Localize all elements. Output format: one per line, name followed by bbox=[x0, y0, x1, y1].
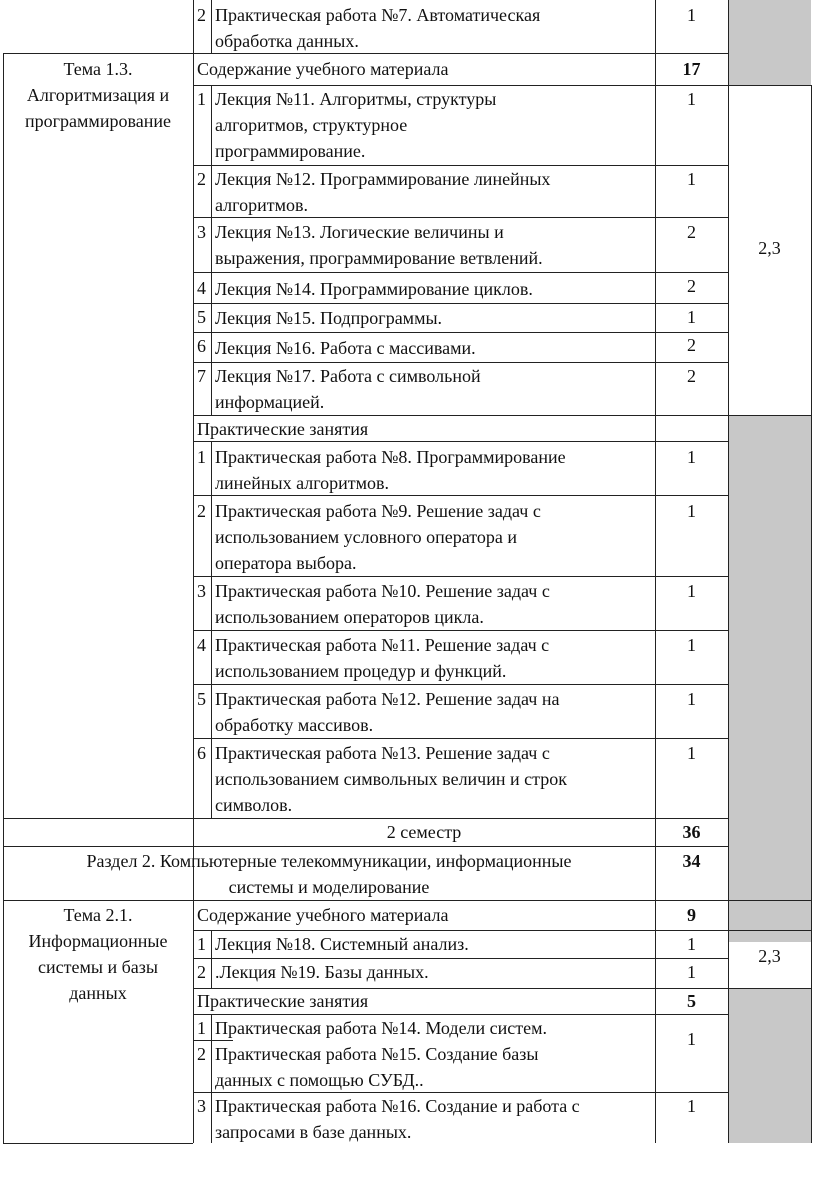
hours-cell: 1 bbox=[687, 1029, 696, 1049]
hours-cell: 2 bbox=[687, 335, 696, 355]
shaded-cell bbox=[728, 415, 811, 942]
level-cell: 2,3 bbox=[758, 946, 781, 966]
row-text: Лекция №16. Работа с массивами. bbox=[215, 338, 476, 358]
row-text: Практическая работа №14. Модели систем. bbox=[215, 1018, 548, 1038]
row-text: Практическая работа №16. Создание и работа с bbox=[215, 1096, 580, 1116]
row-number: 6 bbox=[197, 743, 206, 763]
row-text: символов. bbox=[215, 795, 293, 815]
hours-cell: 1 bbox=[687, 934, 696, 954]
topic-title: Информационные bbox=[28, 931, 168, 951]
hours-cell: 1 bbox=[687, 689, 696, 709]
topic-title: Тема 2.1. bbox=[63, 905, 133, 925]
section-heading: Практические занятия bbox=[197, 419, 369, 439]
hours-cell: 5 bbox=[687, 991, 696, 1011]
hours-cell: 1 bbox=[687, 1096, 696, 1116]
section-title: Раздел 2. Компьютерные телекоммуникации, информационные bbox=[86, 851, 572, 871]
row-text: .Лекция №19. Базы данных. bbox=[215, 962, 429, 982]
row-text: выражения, программирование ветвлений. bbox=[215, 248, 543, 268]
row-number: 2 bbox=[197, 1044, 206, 1064]
row-number: 4 bbox=[197, 635, 206, 655]
row-number: 1 bbox=[197, 447, 206, 467]
row-text: Практическая работа №12. Решение задач на bbox=[215, 689, 560, 709]
hours-cell: 1 bbox=[687, 5, 696, 25]
row-text: Лекция №18. Системный анализ. bbox=[215, 934, 469, 954]
hours-cell: 1 bbox=[687, 169, 696, 189]
hours-cell: 9 bbox=[687, 905, 696, 925]
content-heading: Содержание учебного материала bbox=[197, 59, 449, 79]
row-text: Практическая работа №8. Программирование bbox=[215, 447, 566, 467]
row-text: Лекция №11. Алгоритмы, структуры bbox=[215, 89, 497, 109]
row-number: 2 bbox=[197, 501, 206, 521]
row-text: оператора выбора. bbox=[215, 553, 357, 573]
row-text: Практическая работа №7. Автоматическая bbox=[215, 5, 541, 25]
semester-label: 2 семестр bbox=[386, 822, 462, 842]
hours-cell: 1 bbox=[687, 962, 696, 982]
row-number: 2 bbox=[197, 5, 206, 25]
row-text: использованием символьных величин и строк bbox=[215, 769, 567, 789]
row-text: использованием условного оператора и bbox=[215, 527, 518, 547]
hours-cell: 2 bbox=[687, 366, 696, 386]
row-text: обработка данных. bbox=[215, 31, 359, 51]
level-cell: 2,3 bbox=[758, 238, 781, 258]
hours-cell: 2 bbox=[687, 276, 696, 296]
row-number: 1 bbox=[197, 934, 206, 954]
row-text: информацией. bbox=[215, 392, 325, 412]
topic-title: Тема 1.3. bbox=[63, 59, 133, 79]
row-text: Лекция №14. Программирование циклов. bbox=[215, 279, 533, 299]
row-number: 1 bbox=[197, 1018, 206, 1038]
shaded-cell bbox=[728, 0, 811, 85]
row-number: 5 bbox=[197, 689, 206, 709]
row-text: Лекция №13. Логические величины и bbox=[215, 222, 504, 242]
row-text: использованием операторов цикла. bbox=[215, 607, 484, 627]
row-number: 3 bbox=[197, 1096, 206, 1116]
row-text: Практическая работа №13. Решение задач с bbox=[215, 743, 550, 763]
row-text: данных с помощью СУБД.. bbox=[215, 1070, 424, 1090]
row-number: 1 bbox=[197, 89, 206, 109]
hours-cell: 1 bbox=[687, 635, 696, 655]
row-number: 4 bbox=[197, 278, 206, 298]
hours-cell: 1 bbox=[687, 89, 696, 109]
row-text: использованием процедур и функций. bbox=[215, 661, 507, 681]
row-text: Практическая работа №10. Решение задач с bbox=[215, 581, 550, 601]
row-number: 7 bbox=[197, 366, 206, 386]
topic-title: данных bbox=[69, 983, 127, 1003]
hours-cell: 1 bbox=[687, 501, 696, 521]
row-number: 3 bbox=[197, 222, 206, 242]
row-text: Лекция №17. Работа с символьной bbox=[215, 366, 481, 386]
row-text: программирование. bbox=[215, 141, 366, 161]
row-text: обработку массивов. bbox=[215, 715, 374, 735]
content-heading: Содержание учебного материала bbox=[197, 905, 449, 925]
section-heading: Практические занятия bbox=[197, 991, 369, 1011]
row-text: линейных алгоритмов. bbox=[215, 473, 390, 493]
shaded-cell bbox=[728, 988, 811, 1143]
row-number: 3 bbox=[197, 581, 206, 601]
hours-cell: 1 bbox=[687, 307, 696, 327]
row-number: 2 bbox=[197, 962, 206, 982]
hours-cell: 36 bbox=[682, 822, 701, 842]
section-title: системы и моделирование bbox=[228, 877, 430, 897]
row-text: Лекция №12. Программирование линейных bbox=[215, 169, 551, 189]
hours-cell: 34 bbox=[682, 851, 701, 871]
row-text: Лекция №15. Подпрограммы. bbox=[215, 308, 443, 328]
row-number: 6 bbox=[197, 336, 206, 356]
row-number: 5 bbox=[197, 307, 206, 327]
hours-cell: 1 bbox=[687, 581, 696, 601]
row-text: запросами в базе данных. bbox=[215, 1122, 412, 1142]
hours-cell: 1 bbox=[687, 743, 696, 763]
topic-title: Алгоритмизация и bbox=[26, 85, 170, 105]
row-text: Практическая работа №15. Создание базы bbox=[215, 1044, 539, 1064]
topic-title: программирование bbox=[25, 111, 171, 131]
row-text: Практическая работа №11. Решение задач с bbox=[215, 635, 550, 655]
row-number: 2 bbox=[197, 169, 206, 189]
hours-cell: 2 bbox=[687, 222, 696, 242]
row-text: алгоритмов, структурное bbox=[215, 115, 408, 135]
hours-cell: 17 bbox=[682, 59, 701, 79]
row-text: алгоритмов. bbox=[215, 195, 308, 215]
row-text: Практическая работа №9. Решение задач с bbox=[215, 501, 541, 521]
hours-cell: 1 bbox=[687, 447, 696, 467]
topic-title: системы и базы bbox=[38, 957, 158, 977]
